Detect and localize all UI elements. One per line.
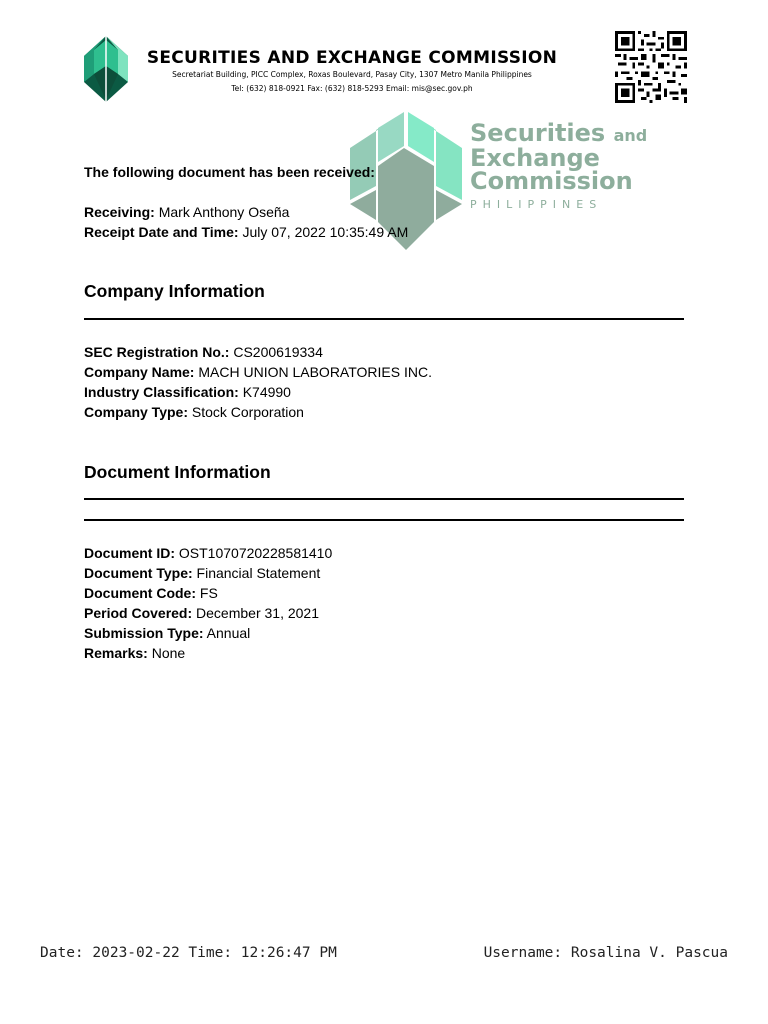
field-row xyxy=(84,603,319,623)
receipt-date-row xyxy=(84,224,408,240)
field-value: MACH UNION LABORATORIES INC. xyxy=(198,364,432,380)
agency-address: Secretariat Building, PICC Complex, Roxas Boulevard, Pasay City, 1307 Metro Manila Philippines xyxy=(172,70,532,79)
received-intro: The following document has been received: xyxy=(84,164,375,180)
field-row xyxy=(84,402,304,422)
field-row xyxy=(84,623,250,643)
field-label: Document Type: xyxy=(84,565,193,581)
receiving-value: Mark Anthony Oseña xyxy=(158,204,290,220)
field-label: Company Name: xyxy=(84,364,195,380)
divider xyxy=(84,498,684,500)
watermark-exchange: Exchange xyxy=(470,144,600,172)
field-value: OST1070720228581410 xyxy=(178,545,333,561)
field-label: Submission Type: xyxy=(84,625,204,641)
agency-title: SECURITIES AND EXCHANGE COMMISSION xyxy=(146,48,558,68)
agency-contact: Tel: (632) 818-0921 Fax: (632) 818-5293 Email: mis@sec.gov.ph xyxy=(231,84,473,93)
divider xyxy=(84,318,684,320)
field-label: Document Code: xyxy=(84,585,196,601)
field-label: Document ID: xyxy=(84,545,175,561)
field-value: Financial Statement xyxy=(196,565,321,581)
field-value: K74990 xyxy=(242,384,291,400)
watermark-country: PHILIPPINES xyxy=(470,198,603,211)
field-label: Period Covered: xyxy=(84,605,193,621)
field-label: SEC Registration No.: xyxy=(84,344,230,360)
field-row xyxy=(84,342,323,362)
receipt-date-label: Receipt Date and Time: xyxy=(84,224,239,240)
field-value: December 31, 2021 xyxy=(196,605,319,621)
footer-username: Username: Rosalina V. Pascua xyxy=(483,945,728,961)
field-value: Annual xyxy=(206,625,251,641)
field-row xyxy=(84,563,320,583)
field-value: CS200619334 xyxy=(233,344,323,360)
field-row xyxy=(84,362,432,382)
receipt-date-value: July 07, 2022 10:35:49 AM xyxy=(242,224,409,240)
divider xyxy=(84,519,684,521)
field-label: Remarks: xyxy=(84,645,148,661)
watermark-commission: Commission xyxy=(470,167,633,195)
field-row xyxy=(84,543,332,563)
field-value: Stock Corporation xyxy=(191,404,304,420)
qr-code-icon xyxy=(613,31,689,103)
field-row xyxy=(84,643,185,663)
watermark-wordmark xyxy=(470,119,648,211)
document-info-heading: Document Information xyxy=(84,462,271,482)
watermark-securities: Securities xyxy=(470,119,606,147)
field-row xyxy=(84,382,291,402)
receiving-row xyxy=(84,204,289,220)
footer-datetime: Date: 2023-02-22 Time: 12:26:47 PM xyxy=(40,945,337,961)
sec-logo-icon xyxy=(82,34,130,104)
receiving-label: Receiving: xyxy=(84,204,155,220)
field-label: Company Type: xyxy=(84,404,188,420)
field-value: None xyxy=(151,645,186,661)
watermark-and: and xyxy=(613,126,648,145)
company-info-heading: Company Information xyxy=(84,281,265,301)
field-row xyxy=(84,583,218,603)
field-label: Industry Classification: xyxy=(84,384,239,400)
field-value: FS xyxy=(199,585,218,601)
